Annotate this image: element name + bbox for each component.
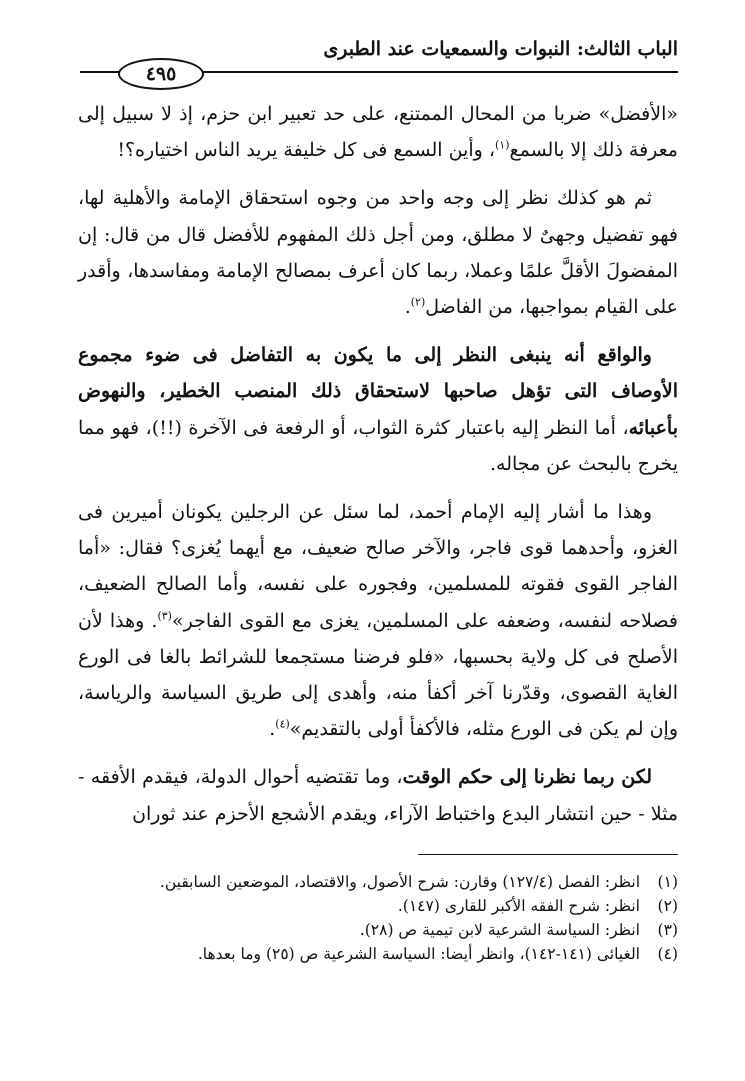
body-text	[78, 96, 678, 844]
bold-text: لكن ربما نظرنا إلى حكم الوقت	[402, 766, 652, 789]
page-number: ٤٩٥	[118, 58, 204, 90]
bold-text: والواقع أنه ينبغى النظر إلى ما يكون به التفاضل فى ضوء مجموع الأوصاف التى تؤهل صاحبها لاستحقاق ذلك المنصب الخطير، والنهوض بأعبائه	[78, 344, 678, 439]
text-run: ثم هو كذلك نظر إلى وجه واحد من وجوه استحقاق الإمامة والأهلية لها، فهو تفضيل وجهىٌ لا مطلق، ومن أجل ذلك المفهوم للأفضل قال من قال: إن المفضولَ الأقلَّ علمًا وعملا، ربما كان أعرف بمصالح الإمامة ومفاسدها، وأقدر على القيام بمواجبها، من الفاضل	[78, 187, 678, 319]
paragraph	[78, 96, 678, 168]
text-run: .	[269, 718, 276, 741]
footnote-text: انظر: السياسة الشرعية لابن تيمية ص (٢٨).	[359, 921, 640, 939]
footnote	[78, 942, 678, 966]
footnote-number: (٣)	[657, 921, 678, 939]
footnote-text: انظر: شرح الفقه الأكبر للقارى (١٤٧).	[397, 897, 640, 915]
footnote-number: (٢)	[657, 897, 678, 915]
text-run: وهذا ما أشار إليه الإمام أحمد، لما سئل عن الرجلين يكونان أميرين فى الغزو، وأحدهما قوى فاجر، والآخر صالح ضعيف، مع أيهما يُغزى؟ فقال: «أما الفاجر القوى فقوته للمسلمين، وفجوره على نفسه، وأما الصالح الضعيف، فصلاحه لنفسه، وضعفه على المسلمين، يغزى مع القوى الفاجر»	[78, 501, 678, 632]
footnote-text: الغيائى (١٤١-١٤٢)، وانظر أيضا: السياسة الشرعية ص (٢٥) وما بعدها.	[197, 945, 640, 963]
text-run: ، أما النظر إليه باعتبار كثرة الثواب، أو الرفعة فى الآخرة (!!)، فهو مما يخرج بالبحث عن مجاله.	[78, 416, 678, 475]
text-run: ، وما تقتضيه أحوال الدولة، فيقدم الأفقه - مثلا - حين انتشار البدع واختباط الآراء، ويقدم الأشجع الأحزم عند ثوران	[78, 766, 678, 825]
text-run: .	[404, 296, 411, 319]
text-run: . وهذا لأن الأصلح فى كل ولاية بحسبها، «فلو فرضنا مستجمعا للشرائط بالغا فى الورع الغاية القصوى، وقدّرنا آخر أكفأ منه، وأهدى إلى طريق السياسة والرياسة، وإن لم يكن فى الورع مثله، فالأكفأ أولى بالتقديم»	[78, 609, 678, 741]
footnote	[78, 918, 678, 942]
footnote-ref: (٢)	[410, 295, 426, 309]
text-run: «الأفضل» ضربا من المحال الممتنع، على حد تعبير ابن حزم، إذ لا سبيل إلى معرفة ذلك إلا بالسمع	[78, 103, 678, 162]
footnote-text: انظر: الفصل (١٢٧/٤) وقارن: شرح الأصول، والاقتصاد، الموضعين السابقين.	[159, 873, 640, 891]
footnote-ref: (١)	[494, 138, 510, 152]
running-title: الباب الثالث: النبوات والسمعيات عند الطبرى	[323, 38, 678, 60]
footnote-number: (١)	[657, 873, 678, 891]
paragraph	[78, 180, 678, 325]
footnote-ref: (٣)	[157, 609, 172, 623]
footnote-ref: (٤)	[275, 717, 290, 731]
footnotes	[78, 870, 678, 966]
footnote	[78, 870, 678, 894]
page-header	[80, 38, 678, 84]
footnote	[78, 894, 678, 918]
paragraph	[78, 494, 678, 747]
footnote-number: (٤)	[657, 945, 678, 963]
paragraph	[78, 337, 678, 482]
footnote-separator	[418, 854, 678, 855]
text-run: ، وأين السمع فى كل خليفة يريد الناس اختياره؟!	[117, 139, 495, 162]
paragraph	[78, 759, 678, 831]
